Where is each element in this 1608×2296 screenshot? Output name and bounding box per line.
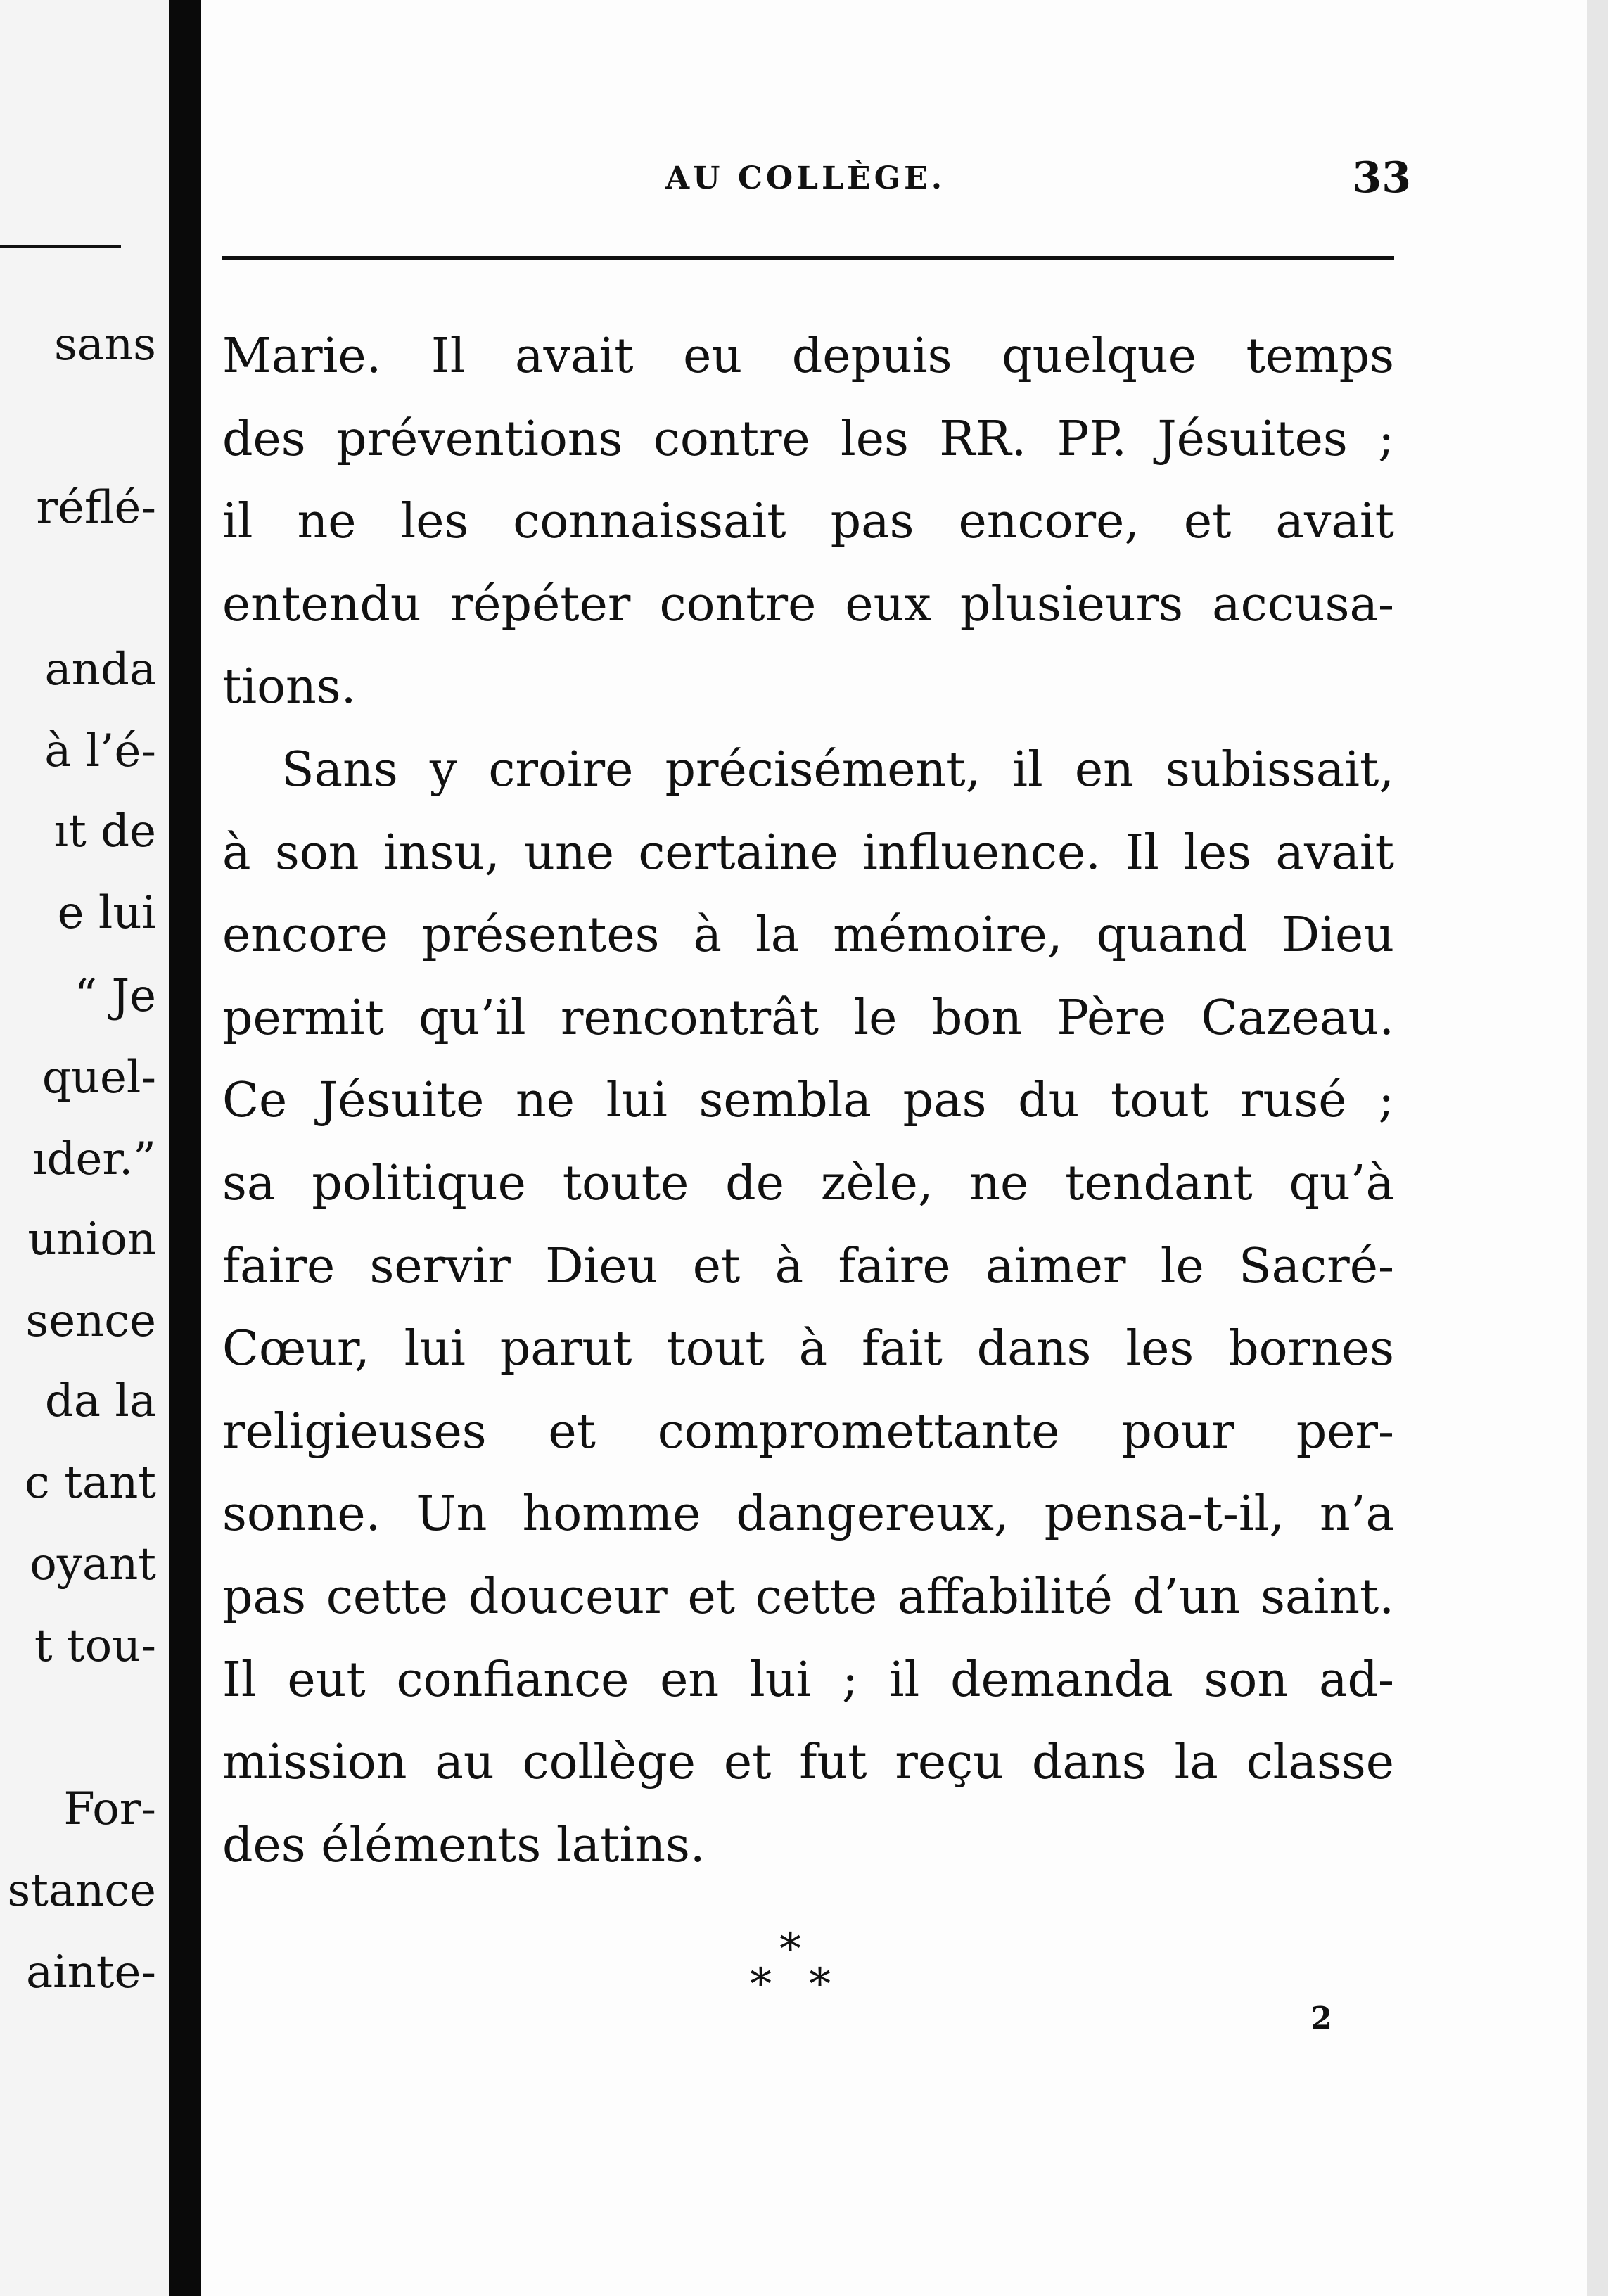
left-page-line: sans — [53, 319, 156, 371]
text-line: tions. — [222, 659, 357, 715]
text-line: des préventions contre les RR. PP. Jésuites ; — [222, 411, 1394, 467]
asterism — [750, 1923, 834, 2012]
left-page-line: da la — [44, 1375, 156, 1427]
left-page-line: stance — [7, 1865, 156, 1917]
text-line: à son insu, une certaine influence. Il les avait — [222, 824, 1394, 881]
text-line: permit qu’il rencontrât le bon Père Cazeau. — [222, 990, 1394, 1046]
text-line: Sans y croire précisément, il en subissait, — [281, 741, 1394, 798]
left-facing-page — [0, 0, 169, 2296]
text-line: Ce Jésuite ne lui sembla pas du tout rusé ; — [222, 1073, 1394, 1129]
asterism-star-top: * — [779, 1923, 801, 1975]
text-line: entendu répéter contre eux plusieurs accusa- — [222, 576, 1394, 632]
left-page-line: ıder.” — [32, 1133, 156, 1185]
text-line: Il eut confiance en lui ; il demanda son ad- — [222, 1652, 1394, 1708]
text-line: pas cette douceur et cette affabilité d’un saint. — [222, 1569, 1394, 1625]
text-line: faire servir Dieu et à faire aimer le Sacré- — [222, 1238, 1394, 1294]
text-line: Marie. Il avait eu depuis quelque temps — [222, 329, 1394, 384]
asterism-star-right: * — [809, 1958, 831, 2010]
asterism-star-left: * — [750, 1958, 772, 2010]
header-rule — [222, 256, 1394, 260]
left-page-line: ıt de — [53, 805, 156, 857]
signature-mark: 2 — [1310, 2001, 1332, 2036]
text-line: religieuses et compromettante pour per- — [222, 1403, 1394, 1460]
body-text — [222, 315, 1394, 1887]
text-line: Cœur, lui parut tout à fait dans les bornes — [222, 1321, 1394, 1377]
paragraph-1 — [222, 315, 1394, 729]
left-page-line: sence — [25, 1295, 156, 1347]
text-line: des éléments latins. — [222, 1817, 706, 1873]
left-page-line: For- — [63, 1783, 156, 1835]
left-page-line: c tant — [25, 1457, 156, 1509]
page-number: 33 — [1352, 153, 1411, 203]
left-page-line: “ Je — [74, 970, 156, 1022]
right-page — [201, 0, 1608, 2296]
left-page-rule — [0, 245, 121, 248]
book-gutter — [169, 0, 201, 2296]
text-line: encore présentes à la mémoire, quand Dieu — [222, 907, 1394, 964]
text-line: il ne les connaissait pas encore, et avait — [222, 494, 1394, 550]
left-page-line: à l’é- — [44, 725, 156, 777]
left-page-line: réflé- — [36, 482, 156, 534]
page-edge — [1587, 0, 1608, 2296]
paragraph-2 — [222, 729, 1394, 1887]
left-page-line: ainte- — [25, 1946, 156, 1998]
left-page-line: t tou- — [34, 1620, 156, 1672]
left-page-line: quel- — [42, 1052, 156, 1104]
left-page-line: union — [27, 1213, 156, 1265]
left-page-line: anda — [44, 644, 156, 696]
text-line: mission au collège et fut reçu dans la classe — [222, 1735, 1394, 1791]
text-line: sonne. Un homme dangereux, pensa-t-il, n’a — [222, 1486, 1394, 1543]
text-line: sa politique toute de zèle, ne tendant qu’à — [222, 1155, 1394, 1211]
left-page-line: oyant — [30, 1538, 156, 1590]
left-page-line: e lui — [57, 887, 156, 939]
running-head: AU COLLÈGE. — [665, 160, 946, 196]
